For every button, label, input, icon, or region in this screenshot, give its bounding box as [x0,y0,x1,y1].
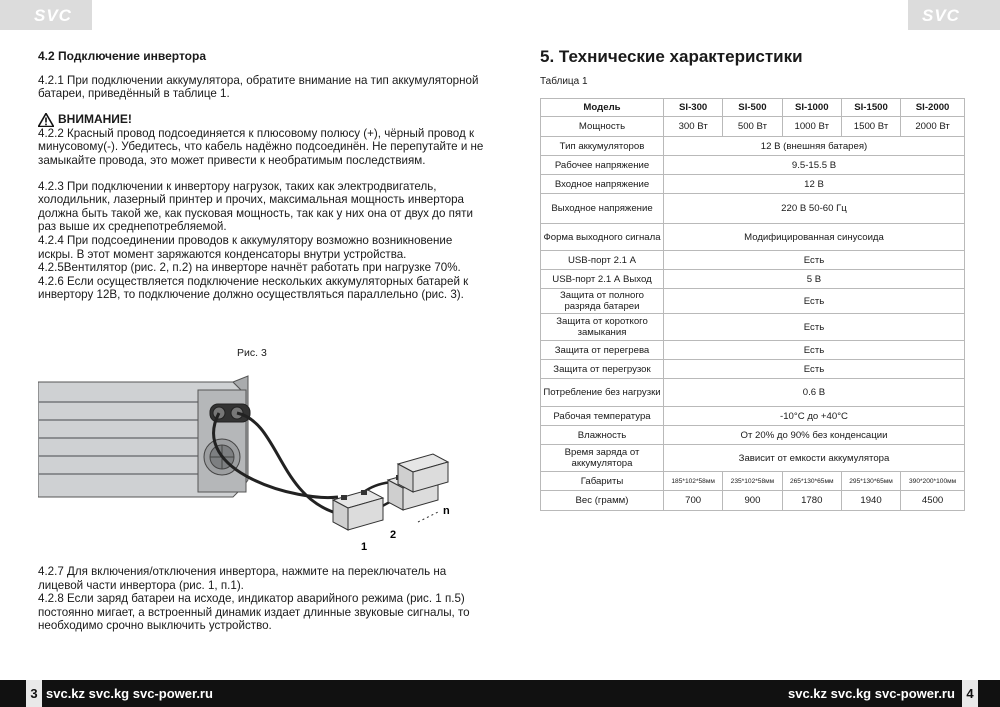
table-row [541,270,965,289]
paragraph-4-2-4: 4.2.4 При подсоединении проводов к аккумулятору возможно возникновение искры. В этот момент заряжаются конденсаторы внутри устройства. [38,233,453,261]
section-title: 4.2 Подключение инвертора [38,49,207,63]
table-cell: 185*102*58мм [664,472,723,491]
table-row [541,175,965,194]
header-cell: Модель [541,99,664,117]
footer-bar [0,680,1000,707]
table-cell: Есть [664,360,965,379]
table-row [541,379,965,407]
table-cell: Есть [664,251,965,270]
table-cell: Модифицированная синусоида [664,224,965,251]
table-row [541,224,965,251]
row-label: Защита от полного разряда батареи [541,289,664,314]
battery-n [398,454,448,492]
row-label: Защита от перегрузок [541,360,664,379]
page-number-left: 3 [26,680,42,707]
row-label: Потребление без нагрузки [541,379,664,407]
table-cell: От 20% до 90% без конденсации [664,426,965,445]
table-row [541,472,965,491]
table-caption: Таблица 1 [540,76,588,87]
row-label: Рабочее напряжение [541,156,664,175]
figure-caption: Рис. 3 [237,347,267,359]
row-label: Время заряда от аккумулятора [541,445,664,472]
warning-label: ВНИМАНИЕ! [58,111,132,126]
row-label: Вес (грамм) [541,491,664,511]
paragraph-4-2-6: 4.2.6 Если осуществляется подключение нескольких аккумуляторных батарей к инвертору 12В, то подключение должно осуществляться параллельно (рис. 3). [38,274,469,302]
brand-logo-left [0,0,92,30]
table-row [541,360,965,379]
figure-3-inverter-batteries [38,362,478,562]
table-cell: 900 [723,491,782,511]
inverter-illustration [38,376,250,497]
logo-text: SVC [34,6,72,25]
table-cell: -10°C до +40°C [664,407,965,426]
table-cell: Зависит от емкости аккумулятора [664,445,965,472]
spec-table [540,98,965,511]
table-cell: 700 [664,491,723,511]
table-cell: 12 В [664,175,965,194]
table-cell: 1000 Вт [782,117,841,137]
table-cell: 2000 Вт [901,117,965,137]
battery-1 [333,490,383,530]
table-cell: 4500 [901,491,965,511]
row-label: USB-порт 2.1 А Выход [541,270,664,289]
figure-label-1: 1 [361,541,368,553]
table-header-row [541,99,965,117]
paragraph-4-2-7: 4.2.7 Для включения/отключения инвертора, нажмите на переключатель на лицевой части инвертора (рис. 1, п.1). [38,565,447,592]
header-cell: SI-2000 [901,99,965,117]
header-cell: SI-1000 [782,99,841,117]
table-cell: 1940 [841,491,900,511]
table-cell: 0.6 В [664,379,965,407]
figure-label-2: 2 [390,529,397,541]
table-cell: 390*200*100мм [901,472,965,491]
table-cell: 1500 Вт [841,117,900,137]
table-row [541,137,965,156]
table-row [541,251,965,270]
table-row [541,289,965,314]
left-page-text [38,50,488,302]
table-row [541,341,965,360]
specs-title: 5. Технические характеристики [540,47,803,66]
table-row [541,426,965,445]
row-label: Тип аккумуляторов [541,137,664,156]
paragraph-4-2-1: 4.2.1 При подключении аккумулятора, обратите внимание на тип аккумуляторной батареи, приведённый в таблице 1. [38,73,479,101]
row-label: Защита от перегрева [541,341,664,360]
footer-links-left[interactable]: svc.kz svc.kg svc-power.ru [46,686,213,701]
table-row [541,407,965,426]
table-row [541,491,965,511]
table-cell: 1780 [782,491,841,511]
warning-icon [38,113,54,127]
table-cell: 300 Вт [664,117,723,137]
table-cell: 9.5-15.5 В [664,156,965,175]
table-row [541,445,965,472]
table-cell: 265*130*65мм [782,472,841,491]
header-cell: SI-300 [664,99,723,117]
header-cell: SI-1500 [841,99,900,117]
table-row [541,156,965,175]
paragraph-4-2-8: 4.2.8 Если заряд батареи на исходе, индикатор аварийного режима (рис. 1 п.5) постоянно мигает, а встроенный динамик издает длинные звуковые сигналы, то необходимо срочно выключить устройство. [38,592,470,633]
row-label: Рабочая температура [541,407,664,426]
paragraph-4-2-3: 4.2.3 При подключении к инвертору нагрузок, таких как электродвигатель, холодильник, лазерный принтер и прочих, максимальная мощность инвертора должна быть такой же, как пусковая мощность, так как у них она от двух до пяти раз выше их среднепотребляемой. [38,179,473,234]
brand-logo-right [908,0,1000,30]
table-cell: 235*102*58мм [723,472,782,491]
row-label: USB-порт 2.1 А [541,251,664,270]
header-cell: SI-500 [723,99,782,117]
row-label: Входное напряжение [541,175,664,194]
table-cell: Есть [664,289,965,314]
row-label: Влажность [541,426,664,445]
table-cell: 295*130*65мм [841,472,900,491]
table-cell: 500 Вт [723,117,782,137]
row-label: Форма выходного сигнала [541,224,664,251]
page-number-right: 4 [962,680,978,707]
row-label: Габариты [541,472,664,491]
logo-text: SVC [922,6,960,25]
paragraph-4-2-5: 4.2.5Вентилятор (рис. 2, п.2) на инверторе начнёт работать при нагрузке 70%. [38,261,461,275]
row-label: Мощность [541,117,664,137]
table-cell: 5 В [664,270,965,289]
table-row [541,117,965,137]
row-label: Выходное напряжение [541,194,664,224]
figure-label-n: n [443,505,450,517]
warning-heading [38,113,488,127]
footer-links-right[interactable]: svc.kz svc.kg svc-power.ru [788,686,955,701]
table-cell: 12 В (внешняя батарея) [664,137,965,156]
table-row [541,314,965,341]
table-cell: Есть [664,341,965,360]
paragraph-4-2-2: 4.2.2 Красный провод подсоединяется к плюсовому полюсу (+), чёрный провод к минусовому(-). Убедитесь, что кабель надёжно подсоединён. Не перепутайте и не замыкайте провода, это может привести к необратимым последствиям. [38,126,484,167]
left-page-bottom-text [38,565,488,633]
table-cell: 220 В 50-60 Гц [664,194,965,224]
table-cell: Есть [664,314,965,341]
row-label: Защита от короткого замыкания [541,314,664,341]
table-row [541,194,965,224]
